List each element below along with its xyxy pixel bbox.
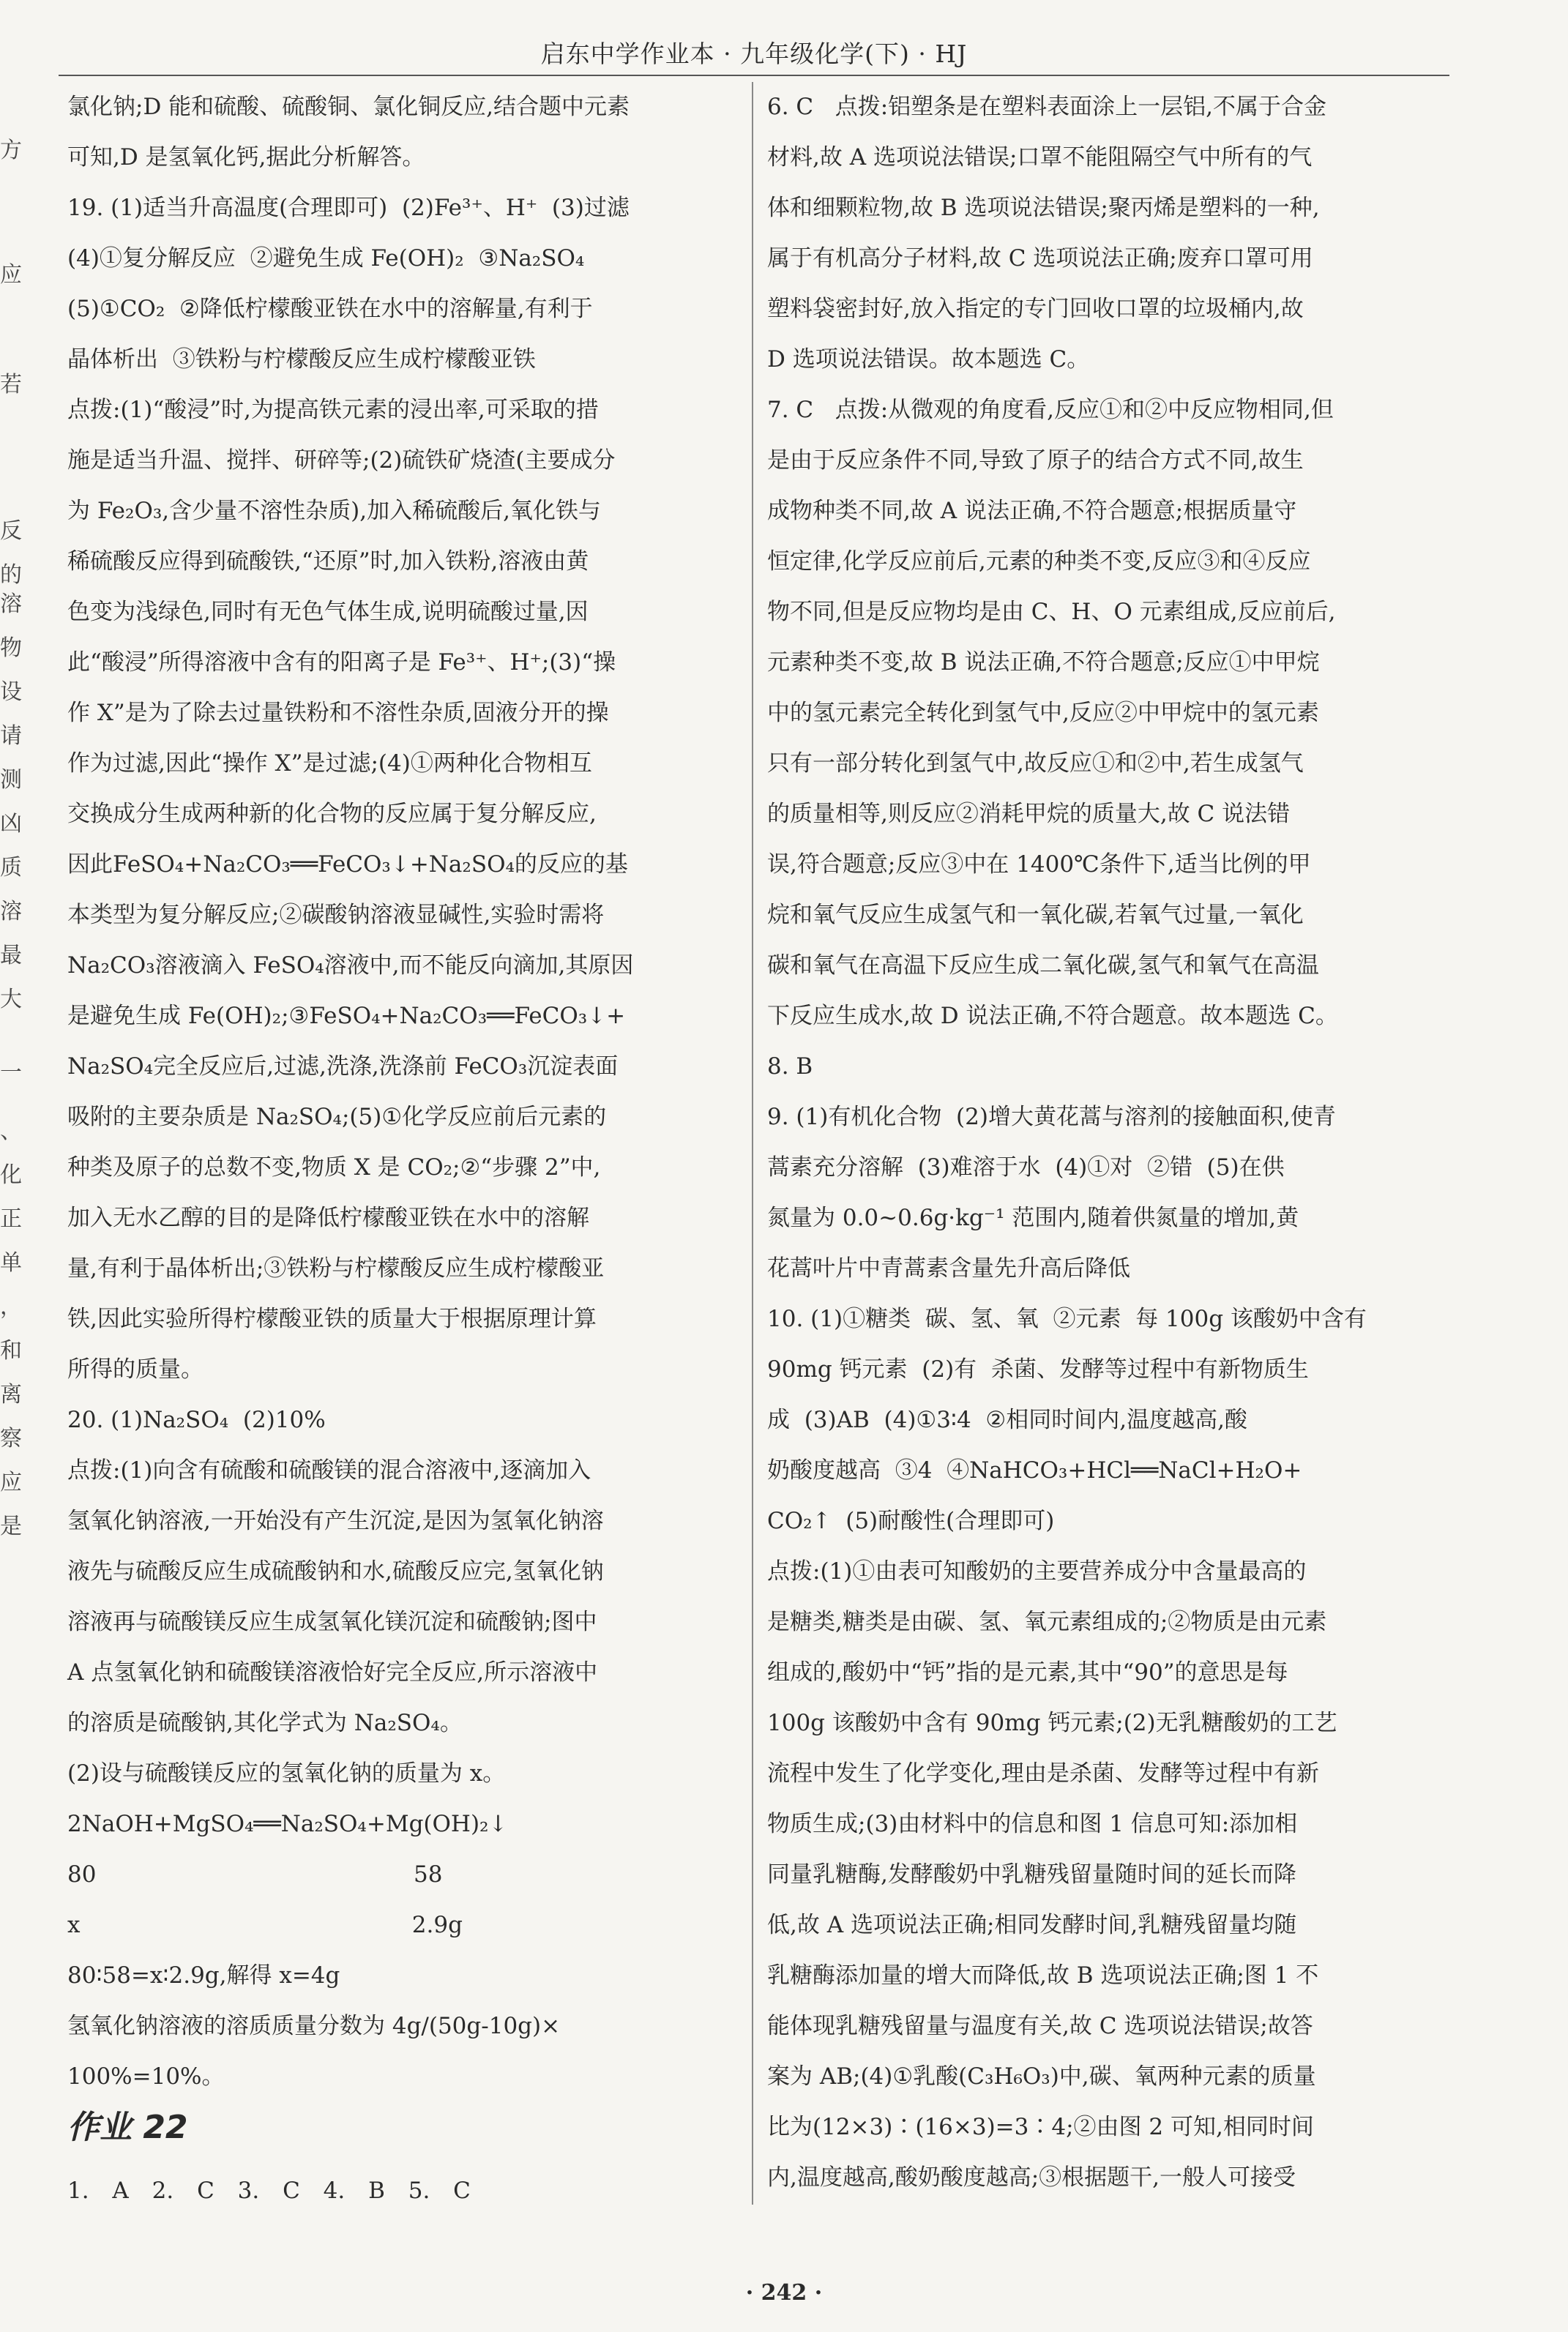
- text-line: 氮量为 0.0~0.6g·kg⁻¹ 范围内,随着供氮量的增加,黄: [767, 1205, 1299, 1231]
- margin-glyph: 应: [0, 262, 22, 288]
- text-line: 体和细颗粒物,故 B 选项说法错误;聚丙烯是塑料的一种,: [767, 195, 1320, 221]
- text-line: 成 (3)AB (4)①3∶4 ②相同时间内,温度越高,酸: [767, 1407, 1247, 1433]
- text-line: 作为过滤,因此“操作 X”是过滤;(4)①两种化合物相互: [67, 750, 592, 777]
- text-line: 是糖类,糖类是由碳、氢、氧元素组成的;②物质是由元素: [767, 1609, 1327, 1635]
- text-line: 恒定律,化学反应前后,元素的种类不变,反应③和④反应: [767, 548, 1311, 575]
- text-line: 中的氢元素完全转化到氢气中,反应②中甲烷中的氢元素: [767, 700, 1319, 726]
- margin-glyph: 和: [0, 1338, 22, 1364]
- section-title: 作业 22: [67, 2109, 188, 2146]
- text-line: x 2.9g: [67, 1912, 463, 1938]
- text-line: 6. C 点拨:铝塑条是在塑料表面涂上一层铝,不属于合金: [767, 94, 1327, 120]
- margin-glyph: 若: [0, 372, 22, 397]
- text-line: 为 Fe₂O₃,含少量不溶性杂质),加入稀硫酸后,氧化铁与: [67, 498, 601, 524]
- text-line: 组成的,酸奶中“钙”指的是元素,其中“90”的意思是每: [767, 1659, 1288, 1686]
- margin-glyph: 方: [0, 138, 22, 163]
- text-line: 9. (1)有机化合物 (2)增大黄花蒿与溶剂的接触面积,使青: [767, 1104, 1336, 1130]
- text-line: A 点氢氧化钠和硫酸镁溶液恰好完全反应,所示溶液中: [67, 1659, 598, 1686]
- text-line: 7. C 点拨:从微观的角度看,反应①和②中反应物相同,但: [767, 397, 1334, 423]
- text-line: 因此FeSO₄+Na₂CO₃══FeCO₃↓+Na₂SO₄的反应的基: [67, 851, 628, 878]
- text-line: 氢氧化钠溶液,一开始没有产生沉淀,是因为氢氧化钠溶: [67, 1508, 604, 1534]
- margin-glyph: 应: [0, 1470, 22, 1495]
- text-line: 元素种类不变,故 B 说法正确,不符合题意;反应①中甲烷: [767, 649, 1320, 676]
- text-line: 可知,D 是氢氧化钙,据此分析解答。: [67, 144, 425, 171]
- text-line: 点拨:(1)“酸浸”时,为提高铁元素的浸出率,可采取的措: [67, 397, 599, 423]
- header-rule: [59, 75, 1449, 76]
- text-line: 20. (1)Na₂SO₄ (2)10%: [67, 1407, 326, 1433]
- header-title: 启东中学作业本 · 九年级化学(下) · HJ: [540, 40, 968, 68]
- text-line: 材料,故 A 选项说法错误;口罩不能阻隔空气中所有的气: [767, 144, 1313, 171]
- text-line: Na₂SO₄完全反应后,过滤,洗涤,洗涤前 FeCO₃沉淀表面: [67, 1053, 619, 1080]
- text-line: 100g 该酸奶中含有 90mg 钙元素;(2)无乳糖酸奶的工艺: [767, 1710, 1337, 1736]
- text-line: 所得的质量。: [67, 1356, 204, 1383]
- text-line: 80∶58=x∶2.9g,解得 x=4g: [67, 1962, 340, 1989]
- text-line: 作 X”是为了除去过量铁粉和不溶性杂质,固液分开的操: [67, 700, 609, 726]
- text-line: 碳和氧气在高温下反应生成二氧化碳,氢气和氧气在高温: [767, 952, 1319, 979]
- text-line: 10. (1)①糖类 碳、氢、氧 ②元素 每 100g 该酸奶中含有: [767, 1306, 1367, 1332]
- margin-glyph: 溶: [0, 591, 22, 617]
- margin-glyph: 物: [0, 635, 22, 661]
- text-line: (2)设与硫酸镁反应的氢氧化钠的质量为 x。: [67, 1760, 506, 1787]
- text-line: 同量乳糖酶,发酵酸奶中乳糖残留量随时间的延长而降: [767, 1861, 1296, 1888]
- margin-glyph: 质: [0, 855, 22, 881]
- margin-glyph: 溶: [0, 899, 22, 924]
- text-line: 花蒿叶片中青蒿素含量先升高后降低: [767, 1255, 1130, 1282]
- text-line: 案为 AB;(4)①乳酸(C₃H₆O₃)中,碳、氧两种元素的质量: [767, 2063, 1316, 2090]
- margin-glyph: 测: [0, 767, 22, 793]
- margin-glyph: 凶: [0, 811, 22, 837]
- text-line: 是避免生成 Fe(OH)₂;③FeSO₄+Na₂CO₃══FeCO₃↓+: [67, 1003, 626, 1029]
- text-line: 属于有机高分子材料,故 C 选项说法正确;废弃口罩可用: [767, 245, 1313, 272]
- text-line: 液先与硫酸反应生成硫酸钠和水,硫酸反应完,氢氧化钠: [67, 1558, 604, 1585]
- margin-glyph: 请: [0, 723, 22, 749]
- margin-glyph: 设: [0, 679, 22, 705]
- text-line: (5)①CO₂ ②降低柠檬酸亚铁在水中的溶解量,有利于: [67, 296, 593, 322]
- text-line: 是由于反应条件不同,导致了原子的结合方式不同,故生: [767, 447, 1304, 474]
- text-line: 成物种类不同,故 A 说法正确,不符合题意;根据质量守: [767, 498, 1297, 524]
- text-line: 烷和氧气反应生成氢气和一氧化碳,若氧气过量,一氧化: [767, 902, 1304, 928]
- text-line: 吸附的主要杂质是 Na₂SO₄;(5)①化学反应前后元素的: [67, 1104, 607, 1130]
- text-line: 氢氧化钠溶液的溶质质量分数为 4g/(50g-10g)×: [67, 2013, 561, 2039]
- text-line: 100%=10%。: [67, 2063, 225, 2090]
- margin-glyph: 察: [0, 1426, 22, 1451]
- text-line: 内,温度越高,酸奶酸度越高;③根据题干,一般人可接受: [767, 2164, 1296, 2191]
- text-line: 晶体析出 ③铁粉与柠檬酸反应生成柠檬酸亚铁: [67, 346, 536, 373]
- section-answers: 1. A 2. C 3. C 4. B 5. C: [67, 2178, 471, 2204]
- text-line: 80 58: [67, 1861, 443, 1888]
- text-line: 氯化钠;D 能和硫酸、硫酸铜、氯化铜反应,结合题中元素: [67, 94, 630, 120]
- text-line: 误,符合题意;反应③中在 1400℃条件下,适当比例的甲: [767, 851, 1311, 878]
- text-line: 色变为浅绿色,同时有无色气体生成,说明硫酸过量,因: [67, 599, 589, 625]
- margin-glyph: 化: [0, 1162, 22, 1188]
- text-line: 能体现乳糖残留量与温度有关,故 C 选项说法错误;故答: [767, 2013, 1313, 2039]
- text-line: 的溶质是硫酸钠,其化学式为 Na₂SO₄。: [67, 1710, 463, 1736]
- margin-glyph: 反: [0, 518, 22, 544]
- left-column: [67, 82, 752, 2102]
- text-line: 此“酸浸”所得溶液中含有的阳离子是 Fe³⁺、H⁺;(3)“操: [67, 649, 616, 676]
- text-line: 19. (1)适当升高温度(合理即可) (2)Fe³⁺、H⁺ (3)过滤: [67, 195, 630, 221]
- margin-glyph: 是: [0, 1514, 22, 1539]
- text-line: 流程中发生了化学变化,理由是杀菌、发酵等过程中有新: [767, 1760, 1319, 1787]
- text-line: 物质生成;(3)由材料中的信息和图 1 信息可知:添加相: [767, 1811, 1298, 1837]
- right-column: [767, 82, 1452, 2203]
- text-line: 溶液再与硫酸镁反应生成氢氧化镁沉淀和硫酸钠;图中: [67, 1609, 597, 1635]
- margin-glyph: 、: [0, 1118, 22, 1144]
- text-line: 种类及原子的总数不变,物质 X 是 CO₂;②“步骤 2”中,: [67, 1154, 601, 1181]
- text-line: 只有一部分转化到氢气中,故反应①和②中,若生成氢气: [767, 750, 1304, 777]
- text-line: CO₂↑ (5)耐酸性(合理即可): [767, 1508, 1055, 1534]
- margin-glyph: 正: [0, 1206, 22, 1232]
- text-line: 本类型为复分解反应;②碳酸钠溶液显碱性,实验时需将: [67, 902, 605, 928]
- margin-glyph: 离: [0, 1382, 22, 1408]
- text-line: 塑料袋密封好,放入指定的专门回收口罩的垃圾桶内,故: [767, 296, 1304, 322]
- text-line: (4)①复分解反应 ②避免生成 Fe(OH)₂ ③Na₂SO₄: [67, 245, 585, 272]
- text-line: 的质量相等,则反应②消耗甲烷的质量大,故 C 说法错: [767, 801, 1291, 827]
- text-line: 量,有利于晶体析出;③铁粉与柠檬酸反应生成柠檬酸亚: [67, 1255, 605, 1282]
- margin-glyph: 单: [0, 1250, 22, 1276]
- margin-glyph: 一: [0, 1060, 22, 1085]
- text-line: 点拨:(1)①由表可知酸奶的主要营养成分中含量最高的: [767, 1558, 1307, 1585]
- text-line: D 选项说法错误。故本题选 C。: [767, 346, 1090, 373]
- text-line: 乳糖酶添加量的增大而降低,故 B 选项说法正确;图 1 不: [767, 1962, 1319, 1989]
- margin-glyph: ，: [0, 1294, 22, 1320]
- column-divider: [752, 82, 753, 2205]
- page-number: · 242 ·: [745, 2280, 823, 2306]
- text-line: Na₂CO₃溶液滴入 FeSO₄溶液中,而不能反向滴加,其原因: [67, 952, 634, 979]
- text-line: 2NaOH+MgSO₄══Na₂SO₄+Mg(OH)₂↓: [67, 1811, 508, 1837]
- text-line: 加入无水乙醇的目的是降低柠檬酸亚铁在水中的溶解: [67, 1205, 589, 1231]
- text-line: 物不同,但是反应物均是由 C、H、O 元素组成,反应前后,: [767, 599, 1336, 625]
- page-header: [59, 35, 1449, 70]
- text-line: 蒿素充分溶解 (3)难溶于水 (4)①对 ②错 (5)在供: [767, 1154, 1285, 1181]
- text-line: 铁,因此实验所得柠檬酸亚铁的质量大于根据原理计算: [67, 1306, 597, 1332]
- text-line: 下反应生成水,故 D 说法正确,不符合题意。故本题选 C。: [767, 1003, 1338, 1029]
- text-line: 比为(12×3)∶(16×3)=3∶4;②由图 2 可知,相同时间: [767, 2114, 1314, 2140]
- margin-glyph: 最: [0, 943, 22, 968]
- text-line: 8. B: [767, 1053, 813, 1080]
- text-line: 点拨:(1)向含有硫酸和硫酸镁的混合溶液中,逐滴加入: [67, 1457, 591, 1484]
- margin-glyph: 大: [0, 987, 22, 1012]
- text-line: 90mg 钙元素 (2)有 杀菌、发酵等过程中有新物质生: [767, 1356, 1309, 1383]
- text-line: 稀硫酸反应得到硫酸铁,“还原”时,加入铁粉,溶液由黄: [67, 548, 589, 575]
- text-line: 奶酸度越高 ③4 ④NaHCO₃+HCl══NaCl+H₂O+: [767, 1457, 1302, 1484]
- margin-glyph: 的: [0, 562, 22, 588]
- text-line: 施是适当升温、搅拌、研碎等;(2)硫铁矿烧渣(主要成分: [67, 447, 616, 474]
- text-line: 交换成分生成两种新的化合物的反应属于复分解反应,: [67, 801, 597, 827]
- text-line: 低,故 A 选项说法正确;相同发酵时间,乳糖残留量均随: [767, 1912, 1297, 1938]
